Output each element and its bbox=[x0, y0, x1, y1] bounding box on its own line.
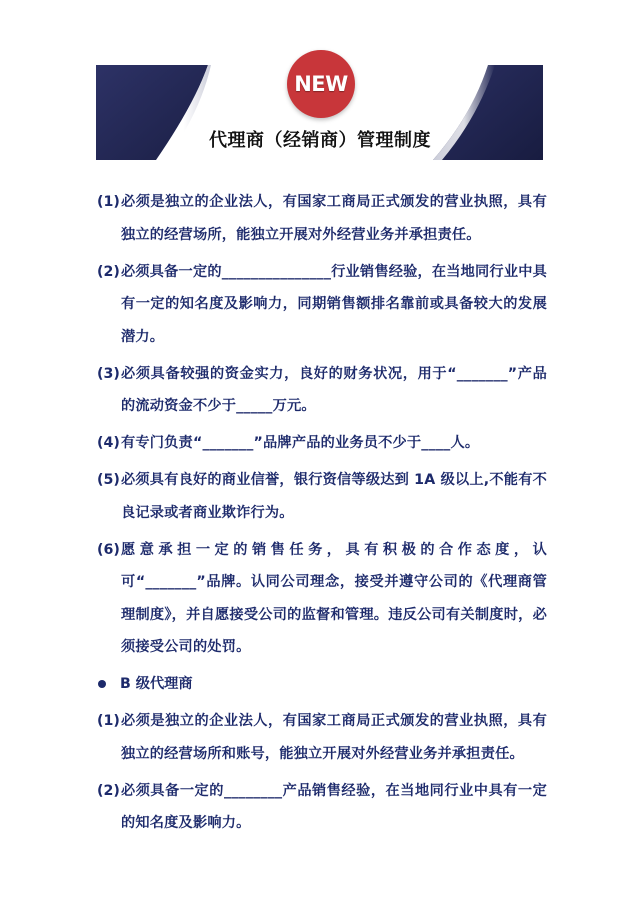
clause-number: (2) bbox=[97, 263, 120, 280]
clause-a-6 bbox=[97, 534, 547, 664]
clause-number: (5) bbox=[97, 472, 120, 488]
clause-text: 必须具备一定的________产品销售经验，在当地同行业中具有一定的知名度及影响力。 bbox=[121, 782, 547, 831]
new-badge bbox=[287, 50, 355, 118]
new-badge-text: NEW bbox=[294, 72, 348, 96]
section-heading-b bbox=[97, 668, 547, 701]
clause-a-1 bbox=[97, 186, 547, 251]
document-body bbox=[97, 186, 547, 844]
clause-b-1 bbox=[97, 705, 547, 770]
clause-a-3 bbox=[97, 358, 547, 423]
clause-text: 有专门负责“_______”品牌产品的业务员不少于____人。 bbox=[121, 435, 480, 451]
clause-text: 必须具有良好的商业信誉，银行资信等级达到 1A 级以上,不能有不良记录或者商业欺诈行为。 bbox=[121, 472, 547, 521]
clause-number: (2) bbox=[97, 782, 120, 799]
clause-number: (4) bbox=[97, 435, 120, 451]
clause-a-2 bbox=[97, 256, 547, 354]
clause-number: (1) bbox=[97, 194, 120, 210]
clause-number: (6) bbox=[97, 541, 120, 558]
clause-text: 必须具备一定的_______________行业销售经验，在当地同行业中具有一定的知名度及影响力，同期销售额排名靠前或具备较大的发展潜力。 bbox=[121, 263, 547, 345]
clause-text: 必须是独立的企业法人，有国家工商局正式颁发的营业执照，具有独立的经营场所和账号，能独立开展对外经营业务并承担责任。 bbox=[121, 713, 547, 762]
clause-number: (1) bbox=[97, 713, 120, 729]
clause-text: 必须具备较强的资金实力，良好的财务状况，用于“_______”产品的流动资金不少于_____万元。 bbox=[121, 365, 547, 414]
clause-a-4 bbox=[97, 427, 547, 460]
bullet-icon bbox=[98, 680, 106, 688]
clause-b-2 bbox=[97, 775, 547, 840]
section-heading-text: B 级代理商 bbox=[120, 676, 193, 692]
clause-text: 必须是独立的企业法人，有国家工商局正式颁发的营业执照，具有独立的经营场所，能独立开展对外经营业务并承担责任。 bbox=[121, 194, 547, 243]
clause-number: (3) bbox=[97, 365, 120, 382]
clause-text: 愿意承担一定的销售任务，具有积极的合作态度，认可“_______”品牌。认同公司理念，接受并遵守公司的《代理商管理制度》，并自愿接受公司的监督和管理。违反公司有关制度时，必须接受公司的处罚。 bbox=[121, 541, 547, 655]
clause-a-5 bbox=[97, 464, 547, 529]
document-title: 代理商（经销商）管理制度 bbox=[209, 130, 431, 151]
